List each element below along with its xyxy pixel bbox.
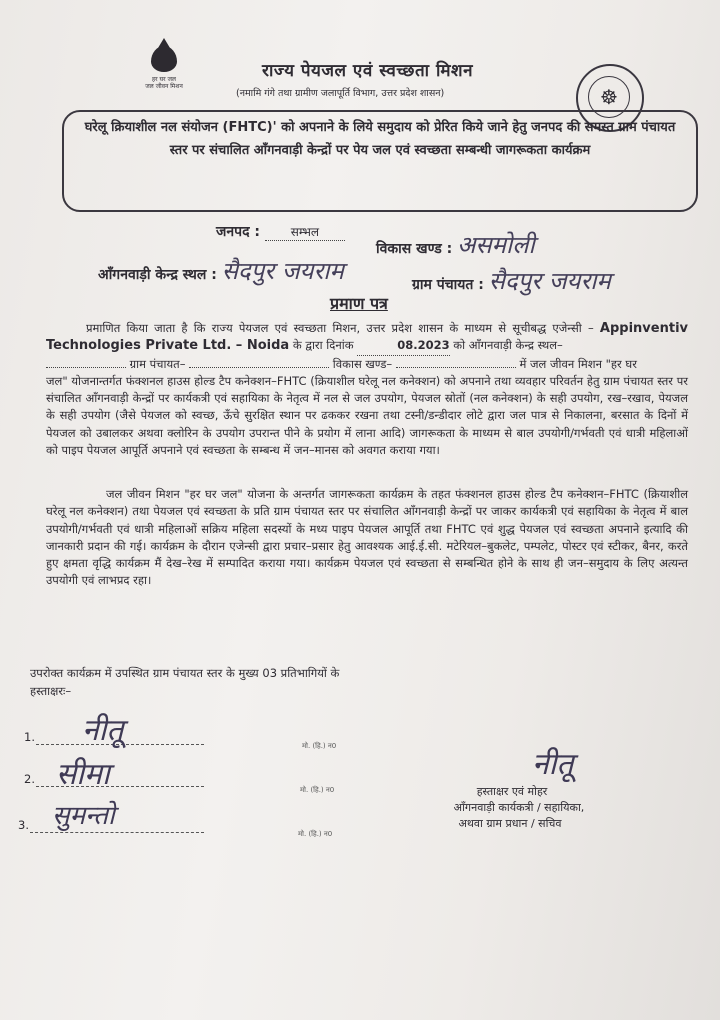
mission-title: राज्य पेयजल एवं स्वच्छता मिशन bbox=[262, 61, 474, 81]
participant-3-mobile-label: मो. (हि.) न0 bbox=[298, 830, 333, 838]
block-label: विकास खण्ड : bbox=[376, 241, 453, 257]
para1-line2a: के द्वारा दिनांक bbox=[292, 338, 354, 353]
program-date: 08.2023 bbox=[357, 337, 449, 355]
participant-3-signature: सुमन्तो bbox=[52, 801, 115, 831]
participant-1-number: 1. bbox=[24, 730, 35, 744]
para1-line2b: को आँगनवाड़ी केन्द्र स्थल– bbox=[453, 338, 563, 353]
certificate-title: प्रमाण पत्र bbox=[330, 294, 388, 313]
participant-2-mobile-label: मो. (हि.) न0 bbox=[300, 786, 335, 794]
block-value: असमोली bbox=[457, 231, 535, 259]
har-ghar-jal-logo bbox=[138, 46, 190, 90]
participant-2-number: 2. bbox=[24, 772, 35, 786]
panchayat-value: सैदपुर जयराम bbox=[488, 267, 611, 295]
participant-2-signature: सीमा bbox=[56, 757, 110, 792]
up-government-seal-icon: ☸ bbox=[576, 64, 644, 132]
pradhan-secretary-label: अथवा ग्राम प्रधान / सचिव bbox=[458, 817, 562, 830]
anganwadi-label: आँगनवाड़ी केन्द्र स्थल : bbox=[98, 267, 217, 283]
program-title-box: घरेलू क्रियाशील नल संयोजन (FHTC)' को अपनाने के लिये समुदाय को प्रेरित किये जाने हेतु जनपद की समस्त ग्राम पंचायत स्तर पर संचालित आँगनवाड़ी केन्द्रों पर पेय जल एवं स्वच्छता सम्बन्धी जागरूकता कार्यक्रम bbox=[62, 110, 698, 212]
para1-body: जल" योजनान्तर्गत फंक्शनल हाउस होल्ड टैप कनेक्शन–FHTC (क्रियाशील घरेलू नल कनेक्शन) को अपनाने तथा व्यवहार परिवर्तन हेतु ग्राम पंचायत स्तर पर संचालित आँगनवाड़ी केन्द्रों पर कार्यकत्री एवं सहायिका के नेतृत्व में नल से जल उपयोग, पेयजल स्रोतों (नल कनेक्शन) के सही उपयोग, रख–रखाव, पेयजल के सही उपयोग (जैसे पेयजल को स्वच्छ, ऊँचे सुरक्षित स्थान पर ढककर रखना तथा टस्नी/डन्डीदार लोटे द्वारा जल पात्र से निकालना, बरसात के दिनों में पेयजल को उबालकर अथवा क्लोरिन के उपयोग उपरान्त पीने के प्रयोग में लाना आदि) जागरूकता के माध्यम से बाल उपयोगी/गर्भवती एवं धात्री महिलाओं को पाइप पेयजल आपूर्ति अपनाने एवं स्वच्छता के सम्बन्ध में जन–मानस को अवगत कराया गया। bbox=[46, 373, 688, 458]
agency-name: Appinventiv Technologies Private Ltd. – Noida bbox=[46, 321, 688, 354]
para1-line3a: ग्राम पंचायत– bbox=[129, 356, 186, 371]
official-signature: नीतू bbox=[532, 747, 574, 782]
certificate-paragraph-1 bbox=[46, 320, 688, 459]
anganwadi-worker-label: आँगनवाड़ी कार्यकत्री / सहायिका, bbox=[453, 801, 585, 814]
para1-line4: में जल जीवन मिशन "हर घर bbox=[519, 356, 637, 371]
participant-1-mobile-label: मो. (हि.) न0 bbox=[302, 742, 337, 750]
panchayat-field bbox=[412, 264, 611, 297]
signature-label: हस्ताक्षरः– bbox=[30, 684, 72, 698]
anganwadi-field bbox=[98, 254, 344, 287]
block-field bbox=[376, 228, 535, 261]
sign-and-seal-label: हस्ताक्षर एवं मोहर bbox=[476, 785, 548, 798]
participant-1-signature: नीतू bbox=[82, 713, 124, 748]
certificate-paragraph-2: जल जीवन मिशन "हर घर जल" योजना के अन्तर्गत जागरूकता कार्यक्रम के तहत फंक्शनल हाउस होल्ड टैप कनेक्शन–FHTC (क्रियाशील घरेलू नल कनेक्शन) तथा पेयजल एवं स्वच्छता के प्रति ग्राम पंचायत स्तर पर संचालित आँगनवाड़ी केन्द्रों पर जाकर कार्यकत्री एवं सहायिका के नेतृत्व में बाल उपयोगी/गर्भवती एवं धात्री महिलाओं सक्रिय महिला सदस्यों के मध्य पाइप पेयजल आपूर्ति तथा FHTC एवं शुद्ध पेयजल एवं स्वच्छता अपनाने इत्यादि की जानकारी प्रदान की गई। कार्यक्रम के दौरान एजेन्सी द्वारा प्रचार–प्रसार हेतु आवश्यक आई.ई.सी. मटेरियल–बुकलेट, पम्पलेट, पोस्टर एवं स्टीकर, बैनर, करते हुए क्षमता वृद्धि कार्यक्रम मैं देख–रेख में सम्पादित कराया गया। कार्यक्रम पेयजल एवं स्वच्छता से सम्बन्धित होने के साथ ही जन–समुदाय के लिए अत्यन्त उपयोगी एवं लाभप्रद रहा। bbox=[46, 487, 688, 588]
district-field bbox=[216, 222, 345, 241]
panchayat-label: ग्राम पंचायत : bbox=[412, 277, 484, 293]
mission-subtitle: (नमामि गंगे तथा ग्रामीण जलापूर्ति विभाग, उत्तर प्रदेश शासन) bbox=[236, 88, 445, 99]
district-label: जनपद : bbox=[216, 224, 261, 240]
logo-text: हर घर जल जल जीवन मिशन bbox=[145, 76, 183, 90]
para1-line3b: विकास खण्ड– bbox=[332, 356, 393, 371]
participants-intro: उपरोक्त कार्यक्रम में उपस्थित ग्राम पंचायत स्तर के मुख्य 03 प्रतिभागियों के bbox=[30, 666, 340, 680]
water-drop-icon bbox=[151, 46, 177, 72]
participant-3-number: 3. bbox=[18, 818, 29, 832]
district-value: सम्भल bbox=[265, 223, 345, 241]
anganwadi-value: सैदपुर जयराम bbox=[221, 257, 344, 285]
para1-line1: प्रमाणित किया जाता है कि राज्य पेयजल एवं स्वच्छता मिशन, उत्तर प्रदेश शासन के माध्यम से सूचीबद्ध एजेन्सी – bbox=[86, 321, 594, 335]
